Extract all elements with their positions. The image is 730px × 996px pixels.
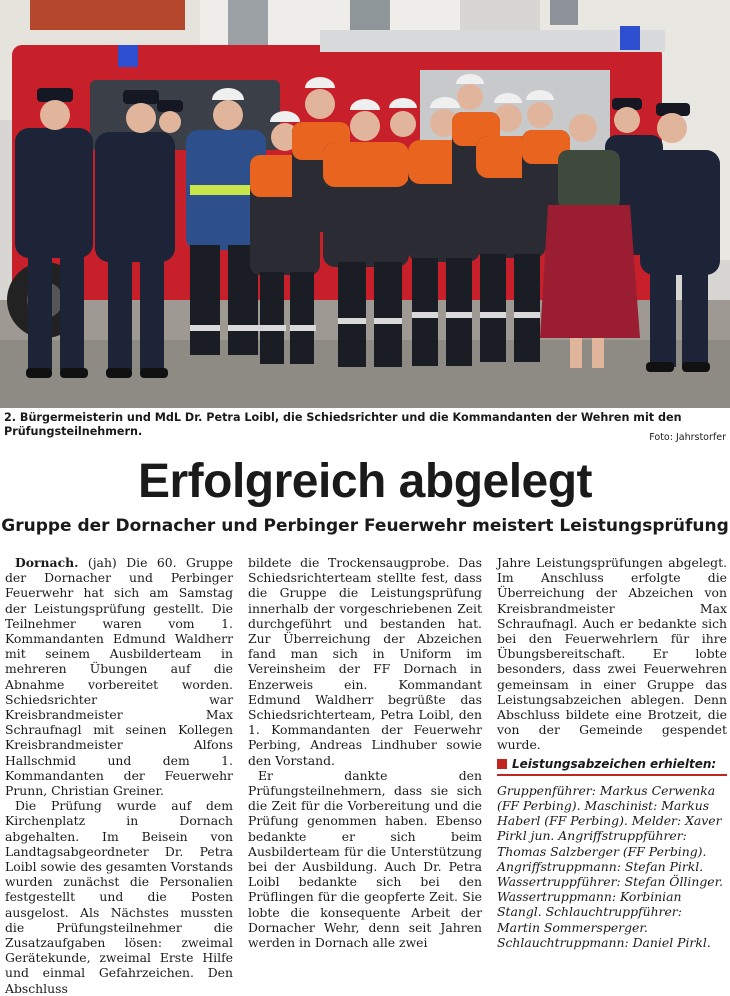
article-column-2	[248, 555, 482, 950]
paragraph	[5, 555, 233, 798]
paragraph: Er dankte den Prüfungsteilnehmern, dass sie sich die Zeit für die Vorbereitung und die Prüfung genommen haben. Ebenso bedankte er sich beim Ausbilderteam für die Unterstützung bei der Ausbildung. Auch Dr. Petra Loibl bedankte sich bei den Prüflingen für die geopferte Zeit. Sie lobte die konsequente Arbeit der Dornacher Wehr, denn seit Jahren werden in Dornach alle zwei	[248, 767, 482, 951]
info-box-title: Leistungsabzeichen erhielten:	[512, 756, 717, 771]
group-photo	[0, 0, 730, 408]
paragraph-text: (jah) Die 60. Gruppe der Dornacher und Perbinger Feuerwehr hat sich am Samstag der Leistungsprüfung gestellt. Die Teilnehmer waren vom 1. Kommandanten Edmund Waldherr mit seinem Ausbilderteam in mehreren Übungen auf die Abnahme vorbereitet worden. Schiedsrichter war Kreisbrandmeister Max Schraufnagl mit seinen Kollegen Kreisbrandmeister Alfons Hallschmid und dem 1. Kommandanten der Feuerwehr Prunn, Christian Greiner.	[5, 555, 233, 799]
info-box-text: Gruppenführer: Markus Cerwenka (FF Perbing). Maschinist: Markus Haberl (FF Perbing). Melder: Xaver Pirkl jun. Angriffstruppführer: Thomas Salzberger (FF Perbing). Angriffstruppmann: Stefan Pirkl. Wassertruppführer: Stefan Öllinger. Wassertruppmann: Korbinian Stangl. Schlauchtruppführer: Martin Sommersperger. Schlauchtruppmann: Daniel Pirkl.	[497, 782, 724, 950]
photo-caption	[4, 411, 728, 439]
photo-caption-text: 2. Bürgermeisterin und MdL Dr. Petra Loibl, die Schiedsrichter und die Kommandanten der Wehren mit den Prüfungsteilnehmern.	[4, 411, 682, 438]
article-column-3	[497, 555, 727, 950]
photo-credit: Foto: Jahrstorfer	[649, 432, 726, 443]
article-headline: Erfolgreich abgelegt	[137, 455, 593, 508]
paragraph: Jahre Leistungsprüfungen abgelegt. Im Anschluss erfolgte die Überreichung der Abzeichen von Kreisbrandmeister Max Schraufnagl. Auch er bedankte sich bei den Feuerwehrlern für ihre Übungsbereitschaft. Er lobte besonders, dass zwei Feuerwehren gemeinsam in einer Gruppe das Leistungsabzeichen ablegen. Denn Abschluss bildete eine Brotzeit, die von der Gemeinde gespendet wurde.	[497, 555, 727, 753]
paragraph: bildete die Trockensaugprobe. Das Schiedsrichterteam stellte fest, dass die Gruppe die Leistungsprüfung innerhalb der vorgeschriebenen Zeit durchgeführt und bestanden hat. Zur Überreichung der Abzeichen fand man sich in Uniform im Vereinsheim der FF Dornach in Enzerweis ein. Kommandant Edmund Waldherr begrüßte das Schiedsrichterteam, Petra Loibl, den 1. Kommandanten der Feuerwehr Perbing, Andreas Lindhuber sowie den Vorstand.	[248, 555, 482, 768]
info-box-header	[497, 757, 727, 776]
article-subheadline: Gruppe der Dornacher und Perbinger Feuerwehr meistert Leistungsprüfung	[1, 516, 729, 536]
dateline: Dornach.	[15, 555, 79, 570]
group-photo-illustration	[0, 0, 730, 408]
red-square-icon	[497, 759, 507, 769]
paragraph: Die Prüfung wurde auf dem Kirchenplatz in Dornach abgehalten. Im Beisein von Landtagsabgeordneter Dr. Petra Loibl sowie des gesamten Vorstands wurden zunächst die Personalien festgestellt und die Posten ausgelost. Als Nächstes mussten die Prüfungsteilnehmer die Zusatzaufgaben lösen: zweimal Gerätekunde, zweimal Erste Hilfe und einmal Gefahrzeichen. Den Abschluss	[5, 798, 233, 996]
article-column-1	[5, 555, 233, 996]
